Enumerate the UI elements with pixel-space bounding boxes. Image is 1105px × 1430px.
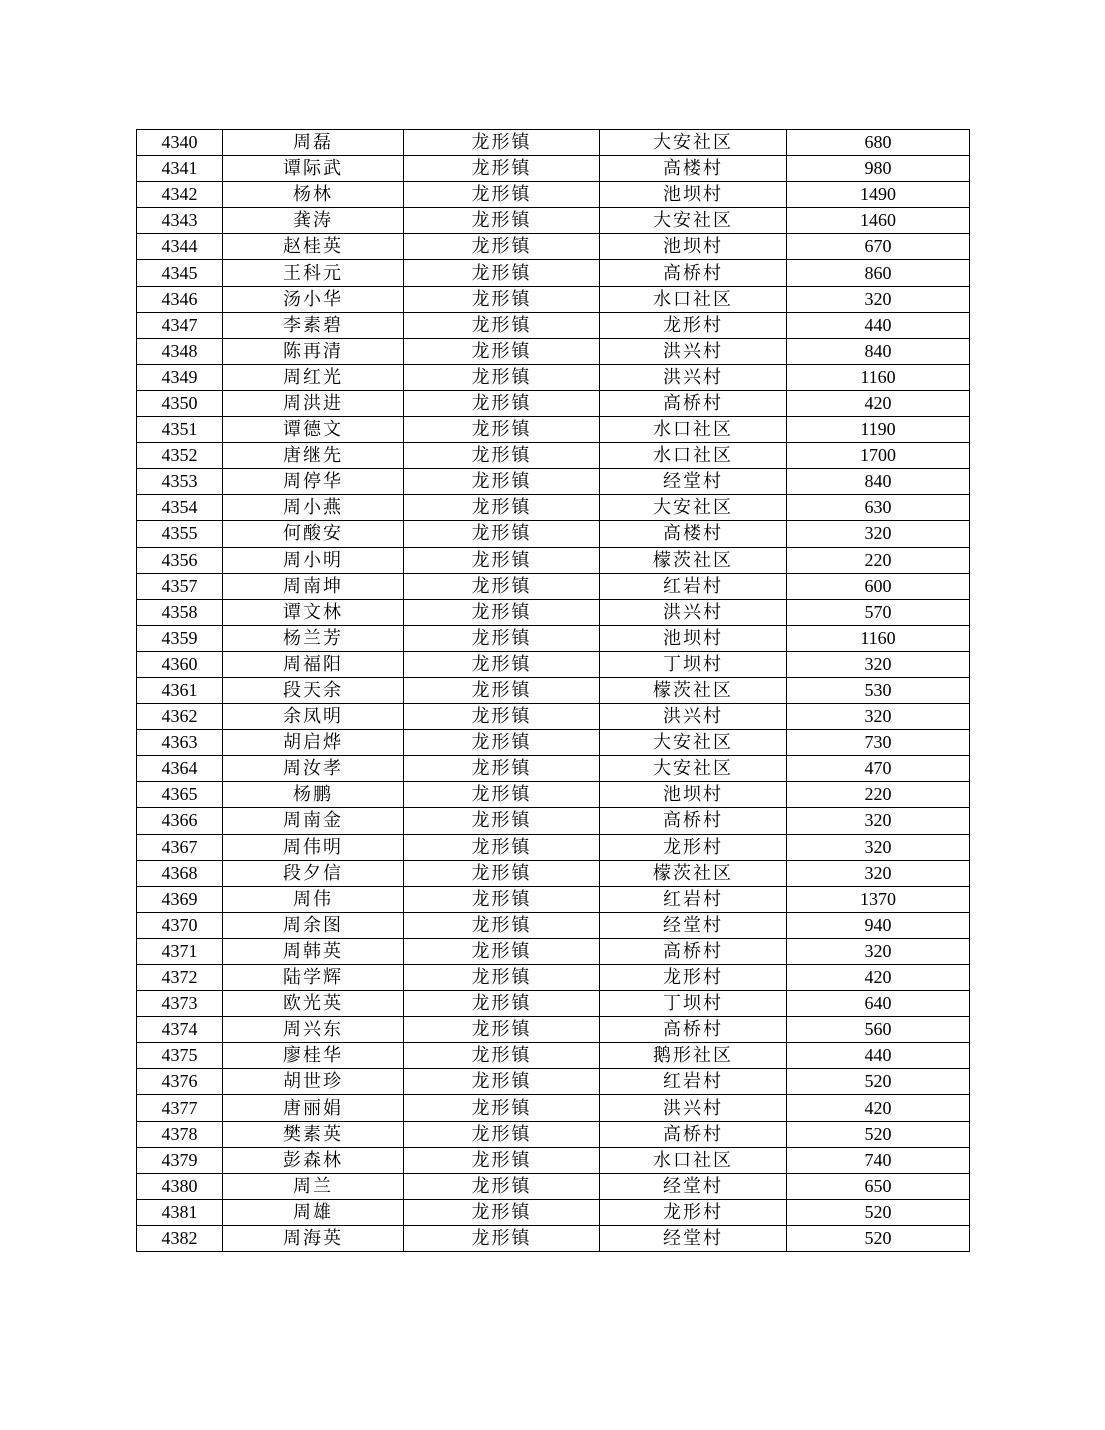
table-row [137,912,970,938]
table-row [137,260,970,286]
amount-cell: 600 [787,573,970,599]
amount-cell: 220 [787,547,970,573]
town-cell: 龙形镇 [404,1095,600,1121]
town-cell: 龙形镇 [404,1017,600,1043]
town-cell: 龙形镇 [404,443,600,469]
amount-cell: 320 [787,286,970,312]
table-row [137,677,970,703]
name-cell: 赵桂英 [223,234,404,260]
village-cell: 檬茨社区 [600,547,787,573]
name-cell: 周兴东 [223,1017,404,1043]
amount-cell: 570 [787,599,970,625]
village-cell: 高桥村 [600,938,787,964]
village-cell: 红岩村 [600,573,787,599]
name-cell: 陈再清 [223,338,404,364]
row-number-cell: 4357 [137,573,223,599]
name-cell: 杨林 [223,182,404,208]
name-cell: 谭际武 [223,156,404,182]
amount-cell: 840 [787,469,970,495]
town-cell: 龙形镇 [404,599,600,625]
amount-cell: 680 [787,130,970,156]
table-row [137,495,970,521]
name-cell: 周小明 [223,547,404,573]
table-row [137,1017,970,1043]
village-cell: 鹅形社区 [600,1043,787,1069]
row-number-cell: 4379 [137,1147,223,1173]
amount-cell: 520 [787,1199,970,1225]
town-cell: 龙形镇 [404,704,600,730]
amount-cell: 440 [787,312,970,338]
amount-cell: 320 [787,860,970,886]
name-cell: 周小燕 [223,495,404,521]
village-cell: 洪兴村 [600,338,787,364]
name-cell: 何酸安 [223,521,404,547]
amount-cell: 530 [787,677,970,703]
table-row [137,521,970,547]
village-cell: 洪兴村 [600,704,787,730]
name-cell: 廖桂华 [223,1043,404,1069]
town-cell: 龙形镇 [404,547,600,573]
name-cell: 唐丽娟 [223,1095,404,1121]
amount-cell: 320 [787,521,970,547]
amount-cell: 520 [787,1121,970,1147]
row-number-cell: 4369 [137,886,223,912]
table-row [137,808,970,834]
amount-cell: 520 [787,1069,970,1095]
name-cell: 王科元 [223,260,404,286]
name-cell: 杨鹏 [223,782,404,808]
town-cell: 龙形镇 [404,1043,600,1069]
row-number-cell: 4358 [137,599,223,625]
amount-cell: 470 [787,756,970,782]
town-cell: 龙形镇 [404,260,600,286]
row-number-cell: 4352 [137,443,223,469]
table-row [137,1225,970,1251]
village-cell: 龙形村 [600,312,787,338]
amount-cell: 650 [787,1173,970,1199]
table-row [137,1147,970,1173]
amount-cell: 520 [787,1225,970,1251]
town-cell: 龙形镇 [404,886,600,912]
town-cell: 龙形镇 [404,521,600,547]
amount-cell: 1370 [787,886,970,912]
name-cell: 段夕信 [223,860,404,886]
village-cell: 水口社区 [600,286,787,312]
row-number-cell: 4366 [137,808,223,834]
name-cell: 余凤明 [223,704,404,730]
amount-cell: 980 [787,156,970,182]
village-cell: 高楼村 [600,521,787,547]
amount-cell: 1460 [787,208,970,234]
amount-cell: 630 [787,495,970,521]
amount-cell: 320 [787,651,970,677]
village-cell: 红岩村 [600,1069,787,1095]
amount-cell: 840 [787,338,970,364]
town-cell: 龙形镇 [404,312,600,338]
town-cell: 龙形镇 [404,182,600,208]
village-cell: 水口社区 [600,443,787,469]
row-number-cell: 4349 [137,364,223,390]
row-number-cell: 4354 [137,495,223,521]
village-cell: 池坝村 [600,182,787,208]
town-cell: 龙形镇 [404,756,600,782]
village-cell: 丁坝村 [600,651,787,677]
table-row [137,704,970,730]
village-cell: 红岩村 [600,886,787,912]
row-number-cell: 4353 [137,469,223,495]
name-cell: 周伟 [223,886,404,912]
row-number-cell: 4365 [137,782,223,808]
town-cell: 龙形镇 [404,1121,600,1147]
name-cell: 谭德文 [223,417,404,443]
village-cell: 池坝村 [600,234,787,260]
name-cell: 周南金 [223,808,404,834]
table-row [137,965,970,991]
table-row [137,443,970,469]
village-cell: 经堂村 [600,1173,787,1199]
row-number-cell: 4356 [137,547,223,573]
amount-cell: 1160 [787,364,970,390]
row-number-cell: 4382 [137,1225,223,1251]
town-cell: 龙形镇 [404,677,600,703]
table-row [137,782,970,808]
name-cell: 周福阳 [223,651,404,677]
town-cell: 龙形镇 [404,338,600,364]
name-cell: 周南坤 [223,573,404,599]
town-cell: 龙形镇 [404,625,600,651]
town-cell: 龙形镇 [404,234,600,260]
row-number-cell: 4342 [137,182,223,208]
name-cell: 杨兰芳 [223,625,404,651]
town-cell: 龙形镇 [404,834,600,860]
amount-cell: 320 [787,808,970,834]
table-row [137,286,970,312]
row-number-cell: 4343 [137,208,223,234]
village-cell: 高桥村 [600,808,787,834]
town-cell: 龙形镇 [404,573,600,599]
name-cell: 胡世珍 [223,1069,404,1095]
village-cell: 水口社区 [600,417,787,443]
amount-cell: 1700 [787,443,970,469]
village-cell: 丁坝村 [600,991,787,1017]
row-number-cell: 4351 [137,417,223,443]
town-cell: 龙形镇 [404,912,600,938]
row-number-cell: 4345 [137,260,223,286]
town-cell: 龙形镇 [404,860,600,886]
village-cell: 檬茨社区 [600,677,787,703]
village-cell: 经堂村 [600,912,787,938]
town-cell: 龙形镇 [404,1225,600,1251]
name-cell: 周海英 [223,1225,404,1251]
name-cell: 周红光 [223,364,404,390]
village-cell: 高桥村 [600,260,787,286]
table-row [137,860,970,886]
table-row [137,625,970,651]
name-cell: 胡启烨 [223,730,404,756]
village-cell: 龙形村 [600,965,787,991]
table-row [137,730,970,756]
village-cell: 经堂村 [600,1225,787,1251]
amount-cell: 860 [787,260,970,286]
name-cell: 周洪进 [223,390,404,416]
name-cell: 周余图 [223,912,404,938]
village-cell: 龙形村 [600,834,787,860]
name-cell: 周磊 [223,130,404,156]
table-row [137,886,970,912]
table-row [137,1173,970,1199]
table-row [137,417,970,443]
town-cell: 龙形镇 [404,390,600,416]
roster-table [136,129,970,1252]
table-row [137,130,970,156]
row-number-cell: 4340 [137,130,223,156]
name-cell: 谭文林 [223,599,404,625]
amount-cell: 220 [787,782,970,808]
town-cell: 龙形镇 [404,417,600,443]
name-cell: 欧光英 [223,991,404,1017]
amount-cell: 560 [787,1017,970,1043]
table-row [137,547,970,573]
name-cell: 陆学辉 [223,965,404,991]
town-cell: 龙形镇 [404,1199,600,1225]
town-cell: 龙形镇 [404,364,600,390]
row-number-cell: 4364 [137,756,223,782]
row-number-cell: 4376 [137,1069,223,1095]
table-row [137,1095,970,1121]
village-cell: 大安社区 [600,208,787,234]
town-cell: 龙形镇 [404,1069,600,1095]
row-number-cell: 4350 [137,390,223,416]
amount-cell: 740 [787,1147,970,1173]
row-number-cell: 4372 [137,965,223,991]
village-cell: 大安社区 [600,130,787,156]
amount-cell: 1190 [787,417,970,443]
village-cell: 高楼村 [600,156,787,182]
village-cell: 经堂村 [600,469,787,495]
town-cell: 龙形镇 [404,808,600,834]
table-row [137,1043,970,1069]
village-cell: 高桥村 [600,390,787,416]
village-cell: 水口社区 [600,1147,787,1173]
row-number-cell: 4359 [137,625,223,651]
name-cell: 周兰 [223,1173,404,1199]
name-cell: 段天余 [223,677,404,703]
town-cell: 龙形镇 [404,469,600,495]
name-cell: 彭森林 [223,1147,404,1173]
row-number-cell: 4347 [137,312,223,338]
town-cell: 龙形镇 [404,130,600,156]
row-number-cell: 4368 [137,860,223,886]
table-row [137,599,970,625]
town-cell: 龙形镇 [404,1173,600,1199]
table-row [137,991,970,1017]
table-row [137,651,970,677]
amount-cell: 670 [787,234,970,260]
amount-cell: 940 [787,912,970,938]
village-cell: 檬茨社区 [600,860,787,886]
row-number-cell: 4374 [137,1017,223,1043]
amount-cell: 730 [787,730,970,756]
name-cell: 汤小华 [223,286,404,312]
name-cell: 周停华 [223,469,404,495]
row-number-cell: 4361 [137,677,223,703]
name-cell: 周汝孝 [223,756,404,782]
row-number-cell: 4346 [137,286,223,312]
town-cell: 龙形镇 [404,965,600,991]
name-cell: 龚涛 [223,208,404,234]
village-cell: 高桥村 [600,1121,787,1147]
row-number-cell: 4371 [137,938,223,964]
table-row [137,573,970,599]
table-row [137,938,970,964]
amount-cell: 320 [787,834,970,860]
row-number-cell: 4341 [137,156,223,182]
table-row [137,469,970,495]
row-number-cell: 4367 [137,834,223,860]
row-number-cell: 4355 [137,521,223,547]
row-number-cell: 4375 [137,1043,223,1069]
town-cell: 龙形镇 [404,730,600,756]
table-row [137,1121,970,1147]
village-cell: 大安社区 [600,495,787,521]
table-row [137,234,970,260]
village-cell: 洪兴村 [600,1095,787,1121]
town-cell: 龙形镇 [404,991,600,1017]
row-number-cell: 4381 [137,1199,223,1225]
town-cell: 龙形镇 [404,938,600,964]
village-cell: 龙形村 [600,1199,787,1225]
table-row [137,1199,970,1225]
table-row [137,390,970,416]
town-cell: 龙形镇 [404,782,600,808]
village-cell: 高桥村 [600,1017,787,1043]
table-row [137,156,970,182]
row-number-cell: 4362 [137,704,223,730]
amount-cell: 420 [787,1095,970,1121]
town-cell: 龙形镇 [404,651,600,677]
amount-cell: 1490 [787,182,970,208]
town-cell: 龙形镇 [404,156,600,182]
row-number-cell: 4378 [137,1121,223,1147]
row-number-cell: 4348 [137,338,223,364]
name-cell: 李素碧 [223,312,404,338]
table-row [137,208,970,234]
name-cell: 樊素英 [223,1121,404,1147]
table-row [137,338,970,364]
amount-cell: 320 [787,704,970,730]
row-number-cell: 4344 [137,234,223,260]
amount-cell: 1160 [787,625,970,651]
row-number-cell: 4373 [137,991,223,1017]
row-number-cell: 4380 [137,1173,223,1199]
roster-table-body [137,130,970,1252]
village-cell: 池坝村 [600,625,787,651]
amount-cell: 640 [787,991,970,1017]
table-row [137,1069,970,1095]
village-cell: 池坝村 [600,782,787,808]
amount-cell: 440 [787,1043,970,1069]
town-cell: 龙形镇 [404,286,600,312]
row-number-cell: 4363 [137,730,223,756]
town-cell: 龙形镇 [404,208,600,234]
table-row [137,364,970,390]
village-cell: 洪兴村 [600,599,787,625]
row-number-cell: 4370 [137,912,223,938]
name-cell: 周韩英 [223,938,404,964]
amount-cell: 420 [787,390,970,416]
village-cell: 大安社区 [600,730,787,756]
name-cell: 周伟明 [223,834,404,860]
table-row [137,756,970,782]
name-cell: 唐继先 [223,443,404,469]
town-cell: 龙形镇 [404,495,600,521]
table-row [137,834,970,860]
amount-cell: 420 [787,965,970,991]
town-cell: 龙形镇 [404,1147,600,1173]
table-row [137,312,970,338]
table-row [137,182,970,208]
name-cell: 周雄 [223,1199,404,1225]
row-number-cell: 4360 [137,651,223,677]
amount-cell: 320 [787,938,970,964]
village-cell: 大安社区 [600,756,787,782]
village-cell: 洪兴村 [600,364,787,390]
row-number-cell: 4377 [137,1095,223,1121]
